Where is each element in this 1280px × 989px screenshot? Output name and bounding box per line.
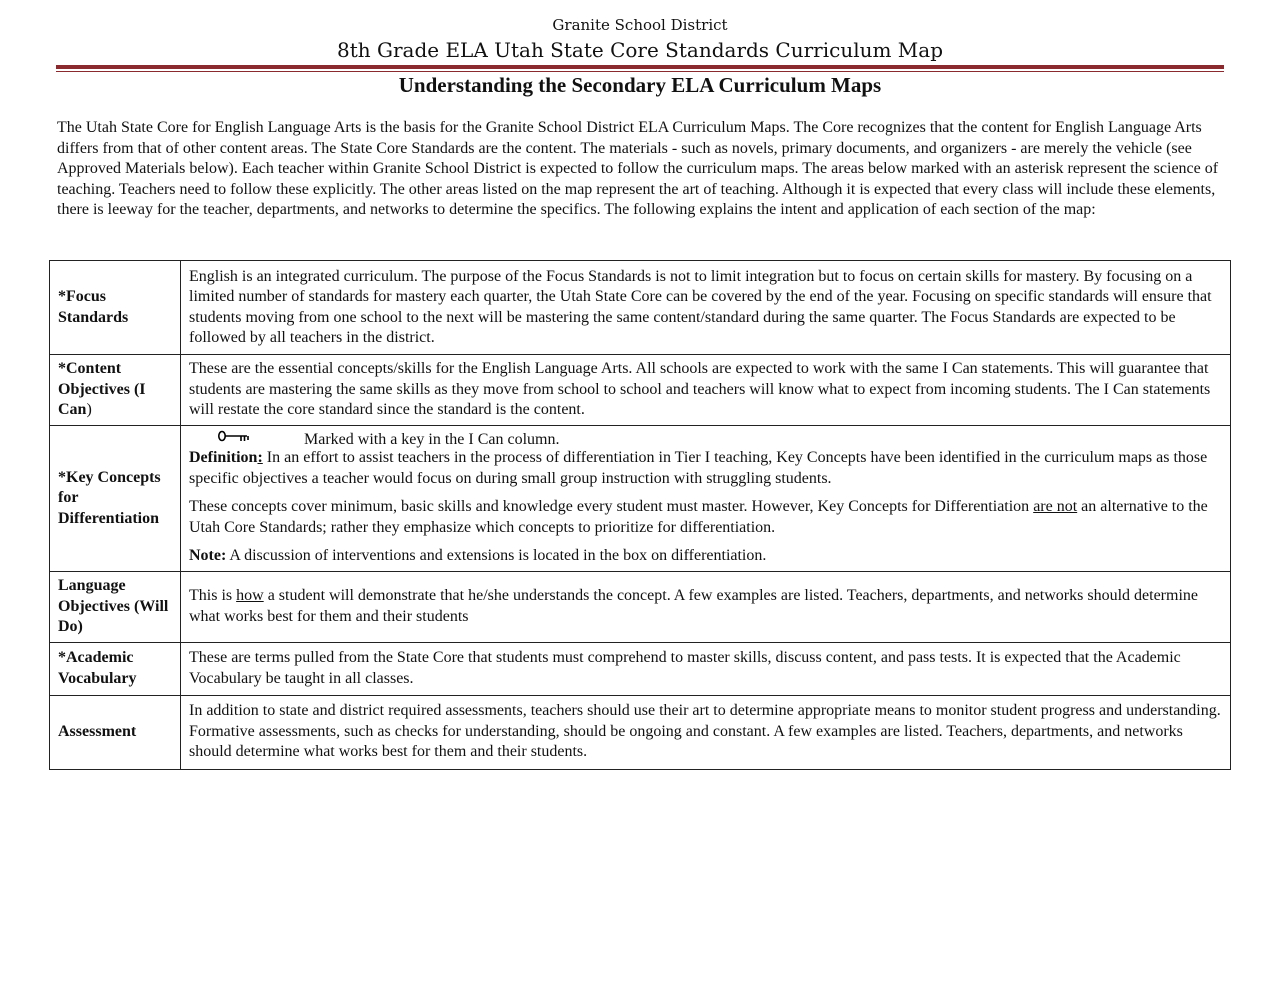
table-row-content xyxy=(50,355,1231,426)
academic-vocabulary-label: *Academic Vocabulary xyxy=(50,642,181,695)
concepts-text-a: These concepts cover minimum, basic skills and knowledge every student must master. However, Key Concepts for Differentiation xyxy=(189,498,1034,516)
table-row-language xyxy=(50,572,1231,643)
definition-label: Definition xyxy=(189,449,258,467)
concepts-paragraph xyxy=(189,497,1222,538)
section-heading: Understanding the Secondary ELA Curriculum Maps xyxy=(398,73,882,97)
concepts-text-b: an alternative to the Utah Core Standards; rather they emphasize which concepts to prioritize for differentiation. xyxy=(189,498,1208,536)
note-text: A discussion of interventions and extensions is located in the box on differentiation. xyxy=(226,547,767,565)
table-row-focus xyxy=(50,261,1231,355)
content-objectives-label xyxy=(50,355,181,426)
content-objectives-label-text: *Content Objectives (I Can xyxy=(58,360,146,419)
academic-vocabulary-description: These are terms pulled from the State Core that students must comprehend to master skills, discuss content, and pass tests. It is expected that the Academic Vocabulary be taught in all classes. xyxy=(181,642,1231,695)
key-marker-line xyxy=(189,430,1222,448)
document-title: 8th Grade ELA Utah State Core Standards Curriculum Map xyxy=(336,38,944,62)
intro-paragraph: The Utah State Core for English Language Arts is the basis for the Granite School District ELA Curriculum Maps. The Core recognizes that the content for English Language Arts differs from that of other content areas. The State Core Standards are the content. The materials - such as novels, primary documents, and organizers - are merely the vehicle (see Approved Materials below). Each teacher within Granite School District is expected to follow the curriculum maps. The areas below marked with an asterisk represent the science of teaching. Teachers need to follow these explicitly. The other areas listed on the map represent the art of teaching. Although it is expected that every class will include these elements, there is leeway for the teacher, departments, and networks to determine the specifics. The following explains the intent and application of each section of the map: xyxy=(57,119,1219,219)
assessment-description: In addition to state and district required assessments, teachers should use their art to determine appropriate means to monitor student progress and understanding. Formative assessments, such as checks for understanding, should be ongoing and constant. A few examples are listed. Teachers, departments, and networks should determine what works best for them and their students. xyxy=(181,695,1231,769)
definition-paragraph xyxy=(189,448,1222,489)
content-objectives-description: These are the essential concepts/skills for the English Language Arts. All schools are expected to work with the same I Can statements. This will guarantee that students are mastering the same skills as they move from school to school and teachers will know what to expect from incoming students. The I Can statements will restate the core standard since the standard is the content. xyxy=(181,355,1231,426)
note-label: Note: xyxy=(189,547,227,565)
content-objectives-label-paren: ) xyxy=(86,401,92,419)
note-paragraph xyxy=(189,546,1222,567)
district-name: Granite School District xyxy=(552,16,728,34)
language-underlined: how xyxy=(236,587,264,605)
key-marker-text: Marked with a key in the I Can column. xyxy=(304,431,560,449)
focus-standards-label: *Focus Standards xyxy=(50,261,181,355)
focus-standards-description: English is an integrated curriculum. The purpose of the Focus Standards is not to limit integration but to focus on certain skills for mastery. By focusing on a limited number of standards for mastery each quarter, the Utah State Core can be covered by the end of the year. Focusing on specific standards will ensure that students moving from one school to the next will be mastering the same content/standard during the same quarter. The Focus Standards are expected to be followed by all teachers in the district. xyxy=(181,261,1231,355)
key-concepts-description xyxy=(181,426,1231,572)
header-rule-thick xyxy=(56,65,1224,69)
definition-text: In an effort to assist teachers in the process of differentiation in Tier I teaching, Key Concepts have been identified in the curriculum maps as those specific objectives a teacher would focus on during small group instruction with struggling students. xyxy=(189,449,1208,487)
language-text-a: This is xyxy=(189,587,237,605)
curriculum-map-table xyxy=(49,260,1231,770)
key-icon xyxy=(217,430,253,446)
concepts-underlined: are not xyxy=(1033,498,1078,516)
assessment-label: Assessment xyxy=(50,695,181,769)
language-objectives-label: Language Objectives (Will Do) xyxy=(50,572,181,643)
language-objectives-description xyxy=(181,572,1231,643)
table-row-key-concepts xyxy=(50,426,1231,572)
table-row-assessment xyxy=(50,695,1231,769)
table-row-vocabulary xyxy=(50,642,1231,695)
language-text-b: a student will demonstrate that he/she understands the concept. A few examples are listed. Teachers, departments, and networks should determine what works best for them and their students xyxy=(189,587,1198,625)
key-concepts-label: *Key Concepts for Differentiation xyxy=(50,426,181,572)
definition-colon: : xyxy=(257,449,263,467)
